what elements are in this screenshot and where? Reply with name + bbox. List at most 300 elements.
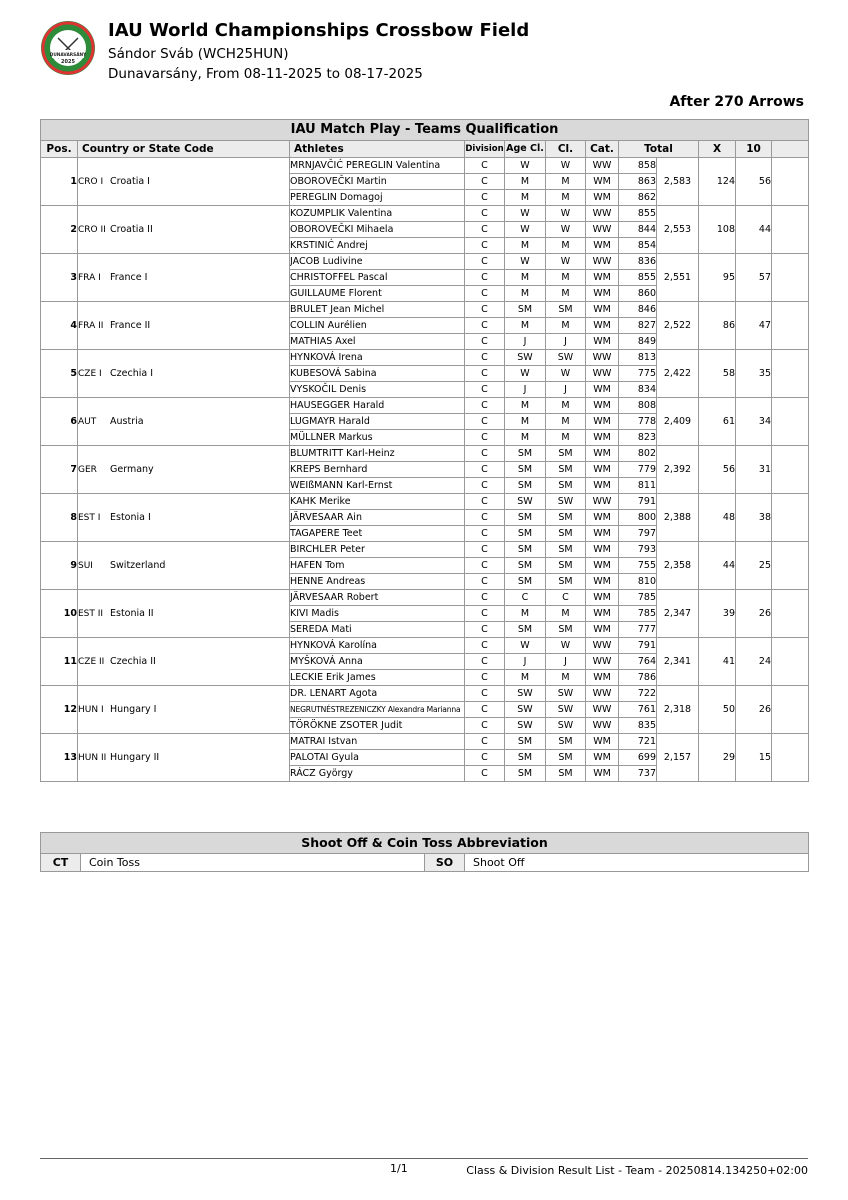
athlete-class: J [546,334,586,350]
empty-cell [772,254,809,302]
athlete-name: WEIßMANN Karl-Ernst [290,478,465,494]
athlete-division: C [465,718,505,734]
athlete-division: C [465,270,505,286]
team-country [78,542,290,590]
athlete-score: 844 [619,222,657,238]
athlete-age-class: J [505,654,546,670]
country-name: Czechia I [110,367,153,379]
team-total: 2,157 [657,734,699,782]
table-row [41,254,809,270]
athlete-age-class: SM [505,734,546,750]
team-x-count: 39 [699,590,736,638]
team-position: 13 [41,734,78,782]
team-x-count: 61 [699,398,736,446]
team-position: 5 [41,350,78,398]
athlete-name: PALOTAI Gyula [290,750,465,766]
athlete-name: NEGRUTNÉSTREZENICZKY Alexandra Marianna [290,702,465,718]
athlete-age-class: M [505,270,546,286]
athlete-name: HENNE Andreas [290,574,465,590]
athlete-name: VYSKOČIL Denis [290,382,465,398]
athlete-class: W [546,638,586,654]
team-total: 2,583 [657,158,699,206]
athlete-score: 836 [619,254,657,270]
athlete-age-class: SM [505,510,546,526]
athlete-category: WM [586,590,619,606]
footer-divider [40,1158,808,1159]
page-title: IAU World Championships Crossbow Field [108,20,530,41]
col-ten: 10 [736,141,772,158]
athlete-division: C [465,686,505,702]
athlete-class: M [546,238,586,254]
table-row [41,590,809,606]
table-header [41,141,809,158]
team-x-count: 44 [699,542,736,590]
team-x-count: 50 [699,686,736,734]
team-ten-count: 56 [736,158,772,206]
athlete-score: 793 [619,542,657,558]
country-code: AUT [78,416,97,427]
athlete-class: SW [546,686,586,702]
athlete-name: TAGAPERE Teet [290,526,465,542]
athlete-age-class: SW [505,718,546,734]
athlete-division: C [465,670,505,686]
team-country [78,206,290,254]
athlete-category: WM [586,430,619,446]
country-code: CZE II [78,656,105,667]
team-x-count: 56 [699,446,736,494]
empty-cell [772,446,809,494]
country-name: France I [110,271,148,283]
athlete-name: RÁCZ György [290,766,465,782]
athlete-category: WM [586,382,619,398]
athlete-division: C [465,590,505,606]
abbr-ct: CT [41,854,81,872]
col-x: X [699,141,736,158]
athlete-division: C [465,398,505,414]
team-position: 7 [41,446,78,494]
results-body [41,158,809,782]
athlete-age-class: SM [505,558,546,574]
team-x-count: 108 [699,206,736,254]
athlete-name: DR. LENART Agota [290,686,465,702]
athlete-age-class: M [505,174,546,190]
athlete-class: M [546,414,586,430]
team-position: 3 [41,254,78,302]
header [40,20,808,90]
athlete-name: HYNKOVÁ Irena [290,350,465,366]
athlete-category: WM [586,766,619,782]
athlete-age-class: M [505,190,546,206]
athlete-score: 797 [619,526,657,542]
athlete-division: C [465,606,505,622]
athlete-score: 823 [619,430,657,446]
table-row [41,638,809,654]
athlete-name: JÄRVESAAR Robert [290,590,465,606]
athlete-class: SM [546,526,586,542]
col-cl: Cl. [546,141,586,158]
athlete-score: 764 [619,654,657,670]
athlete-category: WM [586,334,619,350]
athlete-name: HAUSEGGER Harald [290,398,465,414]
athlete-score: 791 [619,638,657,654]
athlete-division: C [465,222,505,238]
athlete-age-class: SM [505,446,546,462]
athlete-division: C [465,430,505,446]
athlete-class: SW [546,718,586,734]
team-total: 2,392 [657,446,699,494]
athlete-category: WM [586,734,619,750]
athlete-division: C [465,638,505,654]
athlete-score: 810 [619,574,657,590]
athlete-name: TÖRÖKNE ZSOTER Judit [290,718,465,734]
empty-cell [772,590,809,638]
athlete-division: C [465,654,505,670]
athlete-category: WM [586,414,619,430]
team-country [78,494,290,542]
team-country [78,686,290,734]
athlete-class: M [546,190,586,206]
team-total: 2,341 [657,638,699,686]
table-row [41,734,809,750]
athlete-class: J [546,382,586,398]
athlete-division: C [465,174,505,190]
team-ten-count: 47 [736,302,772,350]
team-total: 2,551 [657,254,699,302]
col-cat: Cat. [586,141,619,158]
team-ten-count: 44 [736,206,772,254]
athlete-score: 786 [619,670,657,686]
athlete-age-class: W [505,638,546,654]
athlete-score: 722 [619,686,657,702]
athlete-category: WM [586,542,619,558]
athlete-age-class: SW [505,686,546,702]
athlete-age-class: SW [505,702,546,718]
athlete-class: SM [546,622,586,638]
athlete-category: WM [586,510,619,526]
athlete-class: W [546,366,586,382]
athlete-category: WW [586,702,619,718]
empty-cell [772,158,809,206]
team-position: 2 [41,206,78,254]
athlete-name: COLLIN Aurélien [290,318,465,334]
team-country [78,638,290,686]
athlete-class: SM [546,302,586,318]
athlete-division: C [465,558,505,574]
athlete-category: WW [586,686,619,702]
athlete-class: SM [546,510,586,526]
page-number: 1/1 [390,1162,408,1175]
athlete-category: WW [586,366,619,382]
team-total: 2,409 [657,398,699,446]
athlete-score: 737 [619,766,657,782]
athlete-score: 800 [619,510,657,526]
athlete-category: WW [586,254,619,270]
athlete-score: 858 [619,158,657,174]
col-age: Age Cl. [505,141,546,158]
team-x-count: 29 [699,734,736,782]
empty-cell [772,350,809,398]
athlete-division: C [465,622,505,638]
col-blank [772,141,809,158]
athlete-name: MYŠKOVÁ Anna [290,654,465,670]
athlete-age-class: W [505,206,546,222]
team-x-count: 124 [699,158,736,206]
athlete-class: SM [546,462,586,478]
team-position: 6 [41,398,78,446]
country-name: France II [110,319,151,331]
athlete-class: W [546,206,586,222]
athlete-division: C [465,526,505,542]
athlete-class: M [546,398,586,414]
athlete-name: MATHIAS Axel [290,334,465,350]
athlete-name: KIVI Madis [290,606,465,622]
col-pos: Pos. [41,141,78,158]
athlete-division: C [465,190,505,206]
empty-cell [772,734,809,782]
athlete-class: M [546,270,586,286]
athlete-division: C [465,542,505,558]
athlete-division: C [465,318,505,334]
athlete-division: C [465,574,505,590]
athlete-division: C [465,382,505,398]
athlete-score: 791 [619,494,657,510]
col-country: Country or State Code [78,141,290,158]
athlete-age-class: SM [505,622,546,638]
team-x-count: 41 [699,638,736,686]
athlete-category: WW [586,350,619,366]
athlete-age-class: SM [505,574,546,590]
country-code: EST II [78,608,104,619]
athlete-age-class: SM [505,462,546,478]
team-country [78,398,290,446]
athlete-class: W [546,158,586,174]
team-ten-count: 26 [736,590,772,638]
svg-text:2025: 2025 [61,59,75,65]
team-x-count: 86 [699,302,736,350]
empty-cell [772,638,809,686]
team-position: 1 [41,158,78,206]
athlete-age-class: SM [505,750,546,766]
shootoff-row [41,854,809,872]
col-division: Division [465,141,505,158]
athlete-score: 854 [619,238,657,254]
athlete-class: C [546,590,586,606]
abbr-so: SO [425,854,465,872]
athlete-score: 855 [619,206,657,222]
athlete-division: C [465,494,505,510]
table-row [41,686,809,702]
table-row [41,350,809,366]
athlete-score: 777 [619,622,657,638]
athlete-score: 862 [619,190,657,206]
abbr-so-desc: Shoot Off [465,854,809,872]
athlete-division: C [465,510,505,526]
country-name: Croatia I [110,175,150,187]
athlete-category: WM [586,750,619,766]
athlete-age-class: W [505,158,546,174]
team-position: 8 [41,494,78,542]
team-ten-count: 38 [736,494,772,542]
team-ten-count: 15 [736,734,772,782]
country-code: HUN I [78,704,104,715]
athlete-division: C [465,366,505,382]
team-ten-count: 31 [736,446,772,494]
athlete-age-class: M [505,414,546,430]
athlete-score: 808 [619,398,657,414]
athlete-division: C [465,734,505,750]
athlete-age-class: SW [505,350,546,366]
athlete-name: OBOROVEČKI Mihaela [290,222,465,238]
athlete-age-class: C [505,590,546,606]
team-total: 2,358 [657,542,699,590]
athlete-age-class: M [505,430,546,446]
athlete-name: CHRISTOFFEL Pascal [290,270,465,286]
athlete-class: SM [546,766,586,782]
athlete-age-class: SM [505,542,546,558]
country-code: FRA I [78,272,101,283]
team-total: 2,318 [657,686,699,734]
arrows-count: After 270 Arrows [669,94,804,110]
athlete-score: 779 [619,462,657,478]
athlete-division: C [465,238,505,254]
athlete-age-class: M [505,286,546,302]
athlete-category: WM [586,574,619,590]
athlete-score: 855 [619,270,657,286]
athlete-name: MRNJAVČIĆ PEREGLIN Valentina [290,158,465,174]
athlete-division: C [465,254,505,270]
table-row [41,206,809,222]
team-total: 2,347 [657,590,699,638]
athlete-score: 699 [619,750,657,766]
athlete-division: C [465,478,505,494]
athlete-name: KAHK Merike [290,494,465,510]
athlete-category: WW [586,158,619,174]
athlete-score: 778 [619,414,657,430]
athlete-age-class: W [505,254,546,270]
athlete-class: SW [546,702,586,718]
athlete-age-class: SM [505,766,546,782]
table-row [41,542,809,558]
athlete-class: W [546,222,586,238]
country-name: Estonia II [110,607,154,619]
athlete-category: WW [586,206,619,222]
athlete-division: C [465,158,505,174]
athlete-name: LUGMAYR Harald [290,414,465,430]
empty-cell [772,494,809,542]
table-row [41,302,809,318]
team-country [78,446,290,494]
athlete-class: M [546,430,586,446]
athlete-class: SM [546,446,586,462]
table-row [41,158,809,174]
athlete-category: WM [586,558,619,574]
table-row [41,494,809,510]
athlete-category: WM [586,622,619,638]
team-ten-count: 57 [736,254,772,302]
team-country [78,158,290,206]
team-total: 2,422 [657,350,699,398]
athlete-class: SM [546,574,586,590]
team-ten-count: 35 [736,350,772,398]
athlete-class: M [546,174,586,190]
athlete-class: SM [546,750,586,766]
svg-text:DUNAVARSÁNY: DUNAVARSÁNY [49,53,87,58]
athlete-class: SM [546,478,586,494]
athlete-score: 827 [619,318,657,334]
team-country [78,734,290,782]
event-subtitle: Sándor Sváb (WCH25HUN) [108,46,289,62]
athlete-score: 802 [619,446,657,462]
country-code: SUI [78,560,93,571]
athlete-name: PEREGLIN Domagoj [290,190,465,206]
team-ten-count: 24 [736,638,772,686]
empty-cell [772,398,809,446]
footer-info: Class & Division Result List - Team - 20250814.134250+02:00 [466,1164,808,1177]
athlete-age-class: SM [505,478,546,494]
athlete-division: C [465,766,505,782]
athlete-category: WW [586,222,619,238]
athlete-category: WM [586,478,619,494]
team-position: 9 [41,542,78,590]
team-ten-count: 34 [736,398,772,446]
athlete-age-class: M [505,670,546,686]
athlete-name: KUBESOVÁ Sabina [290,366,465,382]
athlete-score: 834 [619,382,657,398]
athlete-category: WM [586,606,619,622]
athlete-score: 849 [619,334,657,350]
country-name: Estonia I [110,511,151,523]
athlete-division: C [465,206,505,222]
country-code: CZE I [78,368,102,379]
athlete-name: KREPS Bernhard [290,462,465,478]
athlete-class: SM [546,558,586,574]
athlete-category: WM [586,190,619,206]
athlete-age-class: J [505,334,546,350]
athlete-class: SW [546,494,586,510]
athlete-age-class: J [505,382,546,398]
athlete-class: M [546,286,586,302]
team-ten-count: 25 [736,542,772,590]
team-x-count: 58 [699,350,736,398]
athlete-name: MATRAI Istvan [290,734,465,750]
shootoff-caption: Shoot Off & Coin Toss Abbreviation [41,833,809,854]
country-code: GER [78,464,97,475]
athlete-age-class: SW [505,494,546,510]
empty-cell [772,302,809,350]
athlete-score: 863 [619,174,657,190]
athlete-score: 860 [619,286,657,302]
athlete-score: 761 [619,702,657,718]
country-name: Hungary II [110,751,160,763]
athlete-name: JÄRVESAAR Ain [290,510,465,526]
team-position: 4 [41,302,78,350]
athlete-division: C [465,462,505,478]
athlete-category: WM [586,238,619,254]
team-country [78,302,290,350]
team-country [78,254,290,302]
athlete-score: 775 [619,366,657,382]
country-name: Croatia II [110,223,153,235]
athlete-name: HAFEN Tom [290,558,465,574]
athlete-name: OBOROVEČKI Martin [290,174,465,190]
team-position: 10 [41,590,78,638]
team-x-count: 95 [699,254,736,302]
team-country [78,350,290,398]
athlete-division: C [465,446,505,462]
athlete-score: 835 [619,718,657,734]
athlete-category: WW [586,654,619,670]
empty-cell [772,542,809,590]
